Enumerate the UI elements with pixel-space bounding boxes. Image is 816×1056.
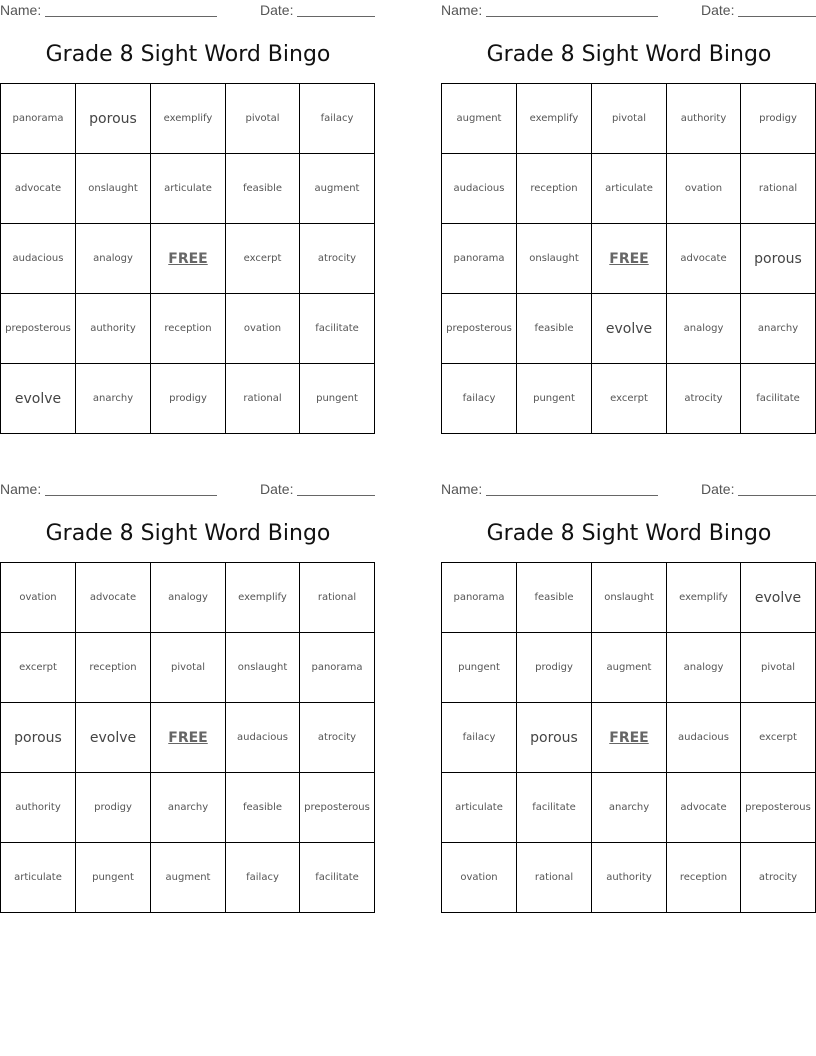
bingo-cell[interactable]: rational bbox=[741, 154, 816, 224]
bingo-cell[interactable]: augment bbox=[592, 633, 667, 703]
bingo-cell[interactable]: exemplify bbox=[151, 84, 226, 154]
bingo-cell[interactable]: pivotal bbox=[592, 84, 667, 154]
bingo-cell[interactable]: facilitate bbox=[517, 773, 592, 843]
bingo-cell[interactable]: analogy bbox=[667, 294, 741, 364]
bingo-cell[interactable]: facilitate bbox=[741, 364, 816, 434]
bingo-cell[interactable]: ovation bbox=[442, 843, 517, 913]
date-label: Date: bbox=[701, 2, 735, 18]
card-title: Grade 8 Sight Word Bingo bbox=[45, 521, 331, 546]
bingo-cell[interactable]: articulate bbox=[151, 154, 226, 224]
name-field-line[interactable] bbox=[45, 16, 217, 17]
bingo-cell[interactable]: advocate bbox=[1, 154, 76, 224]
bingo-cell[interactable]: reception bbox=[667, 843, 741, 913]
bingo-cell[interactable]: pivotal bbox=[741, 633, 816, 703]
bingo-cell[interactable]: preposterous bbox=[442, 294, 517, 364]
bingo-cell[interactable]: onslaught bbox=[517, 224, 592, 294]
date-label: Date: bbox=[260, 481, 294, 497]
name-label: Name: bbox=[0, 2, 42, 18]
bingo-cell[interactable]: ovation bbox=[226, 294, 300, 364]
name-field-line[interactable] bbox=[486, 16, 658, 17]
bingo-cell[interactable]: anarchy bbox=[151, 773, 226, 843]
free-space[interactable]: FREE bbox=[151, 224, 226, 294]
bingo-cell[interactable]: advocate bbox=[667, 224, 741, 294]
bingo-cell[interactable]: exemplify bbox=[517, 84, 592, 154]
bingo-cell[interactable]: feasible bbox=[226, 154, 300, 224]
bingo-card-2 bbox=[441, 0, 816, 404]
card-title: Grade 8 Sight Word Bingo bbox=[45, 42, 331, 67]
bingo-cell[interactable]: atrocity bbox=[300, 224, 375, 294]
card-title: Grade 8 Sight Word Bingo bbox=[486, 42, 772, 67]
bingo-cell[interactable]: augment bbox=[300, 154, 375, 224]
bingo-cell[interactable]: authority bbox=[592, 843, 667, 913]
name-label: Name: bbox=[441, 481, 483, 497]
bingo-cell[interactable]: onslaught bbox=[226, 633, 300, 703]
bingo-cell[interactable]: articulate bbox=[592, 154, 667, 224]
bingo-cell[interactable]: onslaught bbox=[592, 563, 667, 633]
bingo-cell[interactable]: porous bbox=[517, 703, 592, 773]
free-space[interactable]: FREE bbox=[592, 224, 667, 294]
bingo-cell[interactable]: prodigy bbox=[76, 773, 151, 843]
bingo-cell[interactable]: anarchy bbox=[592, 773, 667, 843]
bingo-cell[interactable]: feasible bbox=[517, 294, 592, 364]
bingo-cell[interactable]: prodigy bbox=[151, 364, 226, 434]
bingo-cell[interactable]: atrocity bbox=[300, 703, 375, 773]
bingo-cell[interactable]: articulate bbox=[442, 773, 517, 843]
bingo-cell[interactable]: articulate bbox=[1, 843, 76, 913]
bingo-cell[interactable]: audacious bbox=[442, 154, 517, 224]
bingo-cell[interactable]: exemplify bbox=[226, 563, 300, 633]
bingo-cell[interactable]: excerpt bbox=[592, 364, 667, 434]
bingo-cell[interactable]: pivotal bbox=[151, 633, 226, 703]
card-header bbox=[441, 0, 816, 20]
bingo-cell[interactable]: audacious bbox=[1, 224, 76, 294]
bingo-cell[interactable]: anarchy bbox=[741, 294, 816, 364]
bingo-cell[interactable]: panorama bbox=[442, 224, 517, 294]
bingo-cell[interactable]: porous bbox=[741, 224, 816, 294]
bingo-cell[interactable]: rational bbox=[517, 843, 592, 913]
card-title: Grade 8 Sight Word Bingo bbox=[486, 521, 772, 546]
bingo-cell[interactable]: failacy bbox=[442, 703, 517, 773]
bingo-cell[interactable]: analogy bbox=[667, 633, 741, 703]
bingo-cell[interactable]: rational bbox=[226, 364, 300, 434]
bingo-cell[interactable]: rational bbox=[300, 563, 375, 633]
bingo-cell[interactable]: audacious bbox=[667, 703, 741, 773]
bingo-grid bbox=[0, 562, 375, 913]
bingo-cell[interactable]: pivotal bbox=[226, 84, 300, 154]
bingo-cell[interactable]: preposterous bbox=[741, 773, 816, 843]
name-label: Name: bbox=[441, 2, 483, 18]
bingo-cell[interactable]: advocate bbox=[76, 563, 151, 633]
date-label: Date: bbox=[701, 481, 735, 497]
bingo-cell[interactable]: prodigy bbox=[741, 84, 816, 154]
bingo-card-4 bbox=[441, 479, 816, 883]
bingo-cell[interactable]: advocate bbox=[667, 773, 741, 843]
bingo-cell[interactable]: excerpt bbox=[741, 703, 816, 773]
bingo-cell[interactable]: feasible bbox=[226, 773, 300, 843]
bingo-cell[interactable]: atrocity bbox=[741, 843, 816, 913]
bingo-cell[interactable]: exemplify bbox=[667, 563, 741, 633]
bingo-cell[interactable]: evolve bbox=[76, 703, 151, 773]
name-field-line[interactable] bbox=[486, 495, 658, 496]
bingo-cell[interactable]: excerpt bbox=[226, 224, 300, 294]
bingo-cell[interactable]: anarchy bbox=[76, 364, 151, 434]
bingo-grid bbox=[441, 562, 816, 913]
bingo-cell[interactable]: panorama bbox=[442, 563, 517, 633]
bingo-cell[interactable]: porous bbox=[76, 84, 151, 154]
bingo-grid bbox=[0, 83, 375, 434]
bingo-cell[interactable]: authority bbox=[76, 294, 151, 364]
bingo-cell[interactable]: pungent bbox=[300, 364, 375, 434]
bingo-cell[interactable]: evolve bbox=[1, 364, 76, 434]
date-field-line[interactable] bbox=[297, 495, 375, 496]
bingo-cell[interactable]: facilitate bbox=[300, 294, 375, 364]
bingo-cell[interactable]: authority bbox=[667, 84, 741, 154]
name-field-line[interactable] bbox=[45, 495, 217, 496]
bingo-cell[interactable]: authority bbox=[1, 773, 76, 843]
bingo-cell[interactable]: preposterous bbox=[300, 773, 375, 843]
bingo-cell[interactable]: excerpt bbox=[1, 633, 76, 703]
free-space[interactable]: FREE bbox=[151, 703, 226, 773]
date-label: Date: bbox=[260, 2, 294, 18]
bingo-cell[interactable]: augment bbox=[442, 84, 517, 154]
bingo-cell[interactable]: pungent bbox=[517, 364, 592, 434]
bingo-cell[interactable]: analogy bbox=[76, 224, 151, 294]
bingo-cell[interactable]: porous bbox=[1, 703, 76, 773]
card-header bbox=[0, 479, 376, 499]
bingo-cell[interactable]: feasible bbox=[517, 563, 592, 633]
bingo-card-1 bbox=[0, 0, 376, 407]
date-field-line[interactable] bbox=[738, 16, 816, 17]
bingo-cell[interactable]: reception bbox=[517, 154, 592, 224]
bingo-cell[interactable]: pungent bbox=[76, 843, 151, 913]
free-space[interactable]: FREE bbox=[592, 703, 667, 773]
bingo-cell[interactable]: evolve bbox=[592, 294, 667, 364]
bingo-cell[interactable]: evolve bbox=[741, 563, 816, 633]
bingo-cell[interactable]: prodigy bbox=[517, 633, 592, 703]
date-field-line[interactable] bbox=[738, 495, 816, 496]
bingo-cell[interactable]: failacy bbox=[226, 843, 300, 913]
bingo-grid bbox=[441, 83, 816, 434]
name-label: Name: bbox=[0, 481, 42, 497]
card-header bbox=[0, 0, 376, 20]
bingo-card-3 bbox=[0, 479, 376, 883]
bingo-cell[interactable]: reception bbox=[151, 294, 226, 364]
bingo-cell[interactable]: reception bbox=[76, 633, 151, 703]
bingo-cell[interactable]: ovation bbox=[667, 154, 741, 224]
bingo-cell[interactable]: onslaught bbox=[76, 154, 151, 224]
bingo-cell[interactable]: ovation bbox=[1, 563, 76, 633]
bingo-cell[interactable]: augment bbox=[151, 843, 226, 913]
bingo-cell[interactable]: failacy bbox=[300, 84, 375, 154]
card-header bbox=[441, 479, 816, 499]
bingo-cell[interactable]: audacious bbox=[226, 703, 300, 773]
bingo-cell[interactable]: panorama bbox=[300, 633, 375, 703]
bingo-cell[interactable]: analogy bbox=[151, 563, 226, 633]
bingo-cell[interactable]: pungent bbox=[442, 633, 517, 703]
bingo-cell[interactable]: preposterous bbox=[1, 294, 76, 364]
bingo-cell[interactable]: panorama bbox=[1, 84, 76, 154]
date-field-line[interactable] bbox=[297, 16, 375, 17]
bingo-cell[interactable]: failacy bbox=[442, 364, 517, 434]
bingo-cell[interactable]: facilitate bbox=[300, 843, 375, 913]
bingo-cell[interactable]: atrocity bbox=[667, 364, 741, 434]
